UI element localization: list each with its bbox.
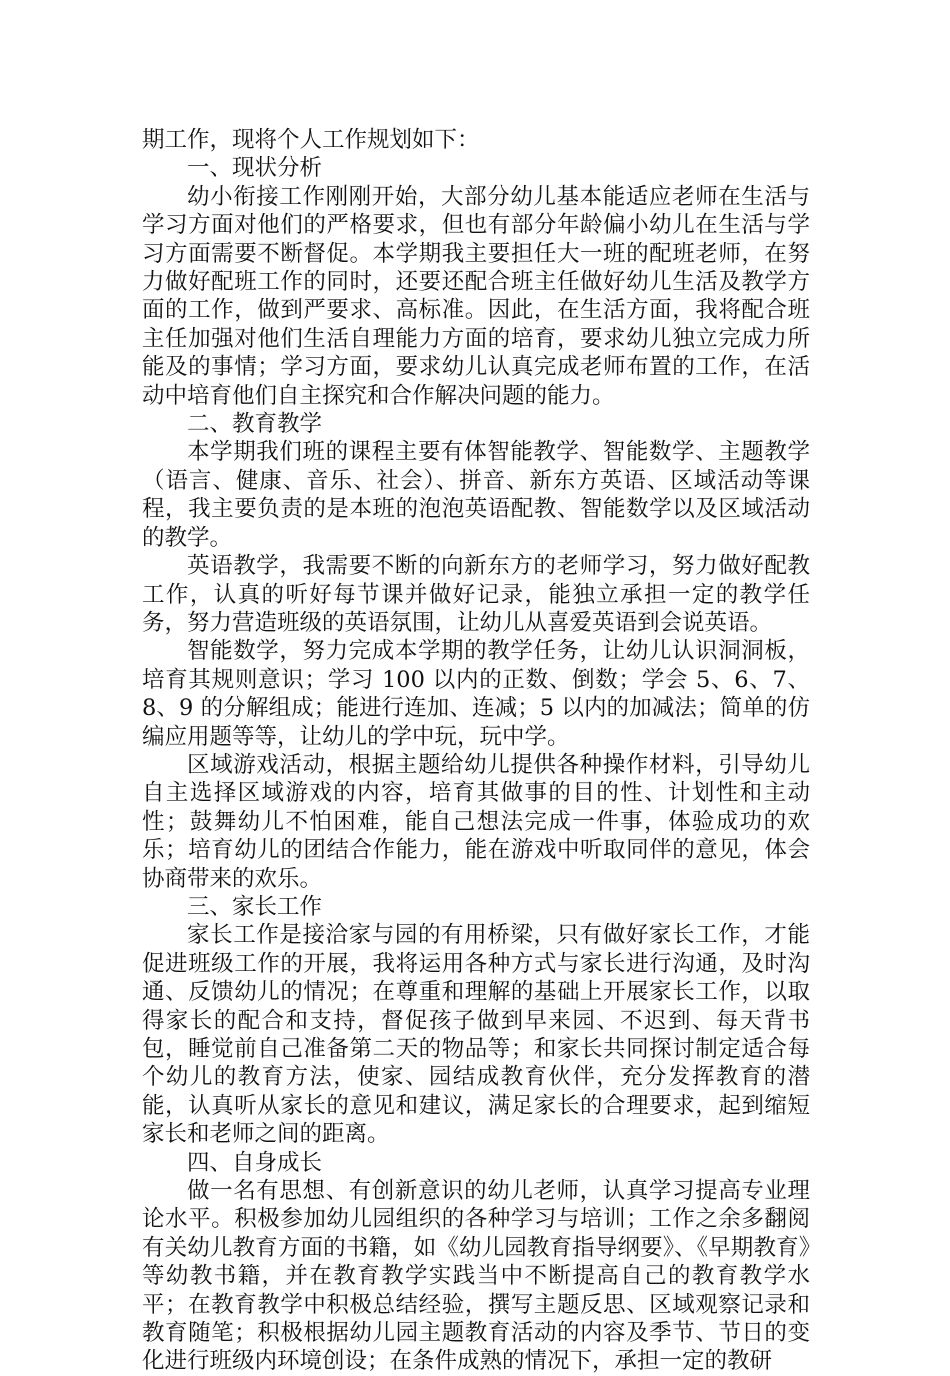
- section-heading-education-teaching: 二、教育教学: [187, 411, 323, 438]
- paragraph-self-growth: 做一名有思想、有创新意识的幼儿老师，认真学习提高专业理论水平。积极参加幼儿园组织的各种学习与培训；工作之余多翻阅有关幼儿教育方面的书籍，如《幼儿园教育指导纲要》、《早期教育》等幼教书籍，并在教育教学实践当中不断提高自己的教育教学水平；在教育教学中积极总结经验，撰写主题反思、区域观察记录和教育随笔；积极根据幼儿园主题教育活动的内容及季节、节日的变化进行班级内环境创设；在条件成熟的情况下，承担一定的教研: [142, 1178, 810, 1375]
- document-body: [142, 126, 810, 1376]
- paragraph-status-analysis: 幼小衔接工作刚刚开始，大部分幼儿基本能适应老师在生活与学习方面对他们的严格要求，但也有部分年龄偏小幼儿在生活与学习方面需要不断督促。本学期我主要担任大一班的配班老师，在努力做好配班工作的同时，还要还配合班主任做好幼儿生活及教学方面的工作，做到严要求、高标准。因此，在生活方面，我将配合班主任加强对他们生活自理能力方面的培育，要求幼儿独立完成力所能及的事情；学习方面，要求幼儿认真完成老师布置的工作，在活动中培育他们自主探究和合作解决问题的能力。: [142, 183, 810, 409]
- section-heading-self-growth: 四、自身成长: [187, 1149, 323, 1176]
- paragraph-parent-work: 家长工作是接洽家与园的有用桥梁，只有做好家长工作，才能促进班级工作的开展，我将运用各种方式与家长进行沟通，及时沟通、反馈幼儿的情况；在尊重和理解的基础上开展家长工作，以取得家长的配合和支持，督促孩子做到早来园、不迟到、每天背书包，睡觉前自己准备第二天的物品等；和家长共同探讨制定适合每个幼儿的教育方法，使家、园结成教育伙伴，充分发挥教育的潜能，认真听从家长的意见和建议，满足家长的合理要求，起到缩短家长和老师之间的距离。: [142, 922, 810, 1148]
- section-heading-parent-work: 三、家长工作: [187, 893, 323, 920]
- paragraph-curriculum: 本学期我们班的课程主要有体智能教学、智能数学、主题教学（语言、健康、音乐、社会）、拼音、新东方英语、区域活动等课程，我主要负责的是本班的泡泡英语配教、智能数学以及区域活动的教学。: [142, 439, 810, 551]
- paragraph-area-games: 区域游戏活动，根据主题给幼儿提供各种操作材料，引导幼儿自主选择区域游戏的内容，培育其做事的目的性、计划性和主动性；鼓舞幼儿不怕困难，能自己想法完成一件事，体验成功的欢乐；培育幼儿的团结合作能力，能在游戏中听取同伴的意见，体会协商带来的欢乐。: [142, 751, 810, 892]
- paragraph-intro: 期工作，现将个人工作规划如下：: [142, 127, 480, 153]
- section-heading-status-analysis: 一、现状分析: [187, 155, 323, 182]
- paragraph-english-teaching: 英语教学，我需要不断的向新东方的老师学习，努力做好配教工作，认真的听好每节课并做好记录，能独立承担一定的教学任务，努力营造班级的英语氛围，让幼儿从喜爱英语到会说英语。: [142, 553, 810, 636]
- paragraph-smart-math: 智能数学，努力完成本学期的教学任务，让幼儿认识洞洞板，培育其规则意识；学习 100 以内的正数、倒数；学会 5、6、7、8、9 的分解组成；能进行连加、连减；5 以内的加减法；简单的仿编应用题等等，让幼儿的学中玩，玩中学。: [142, 638, 810, 750]
